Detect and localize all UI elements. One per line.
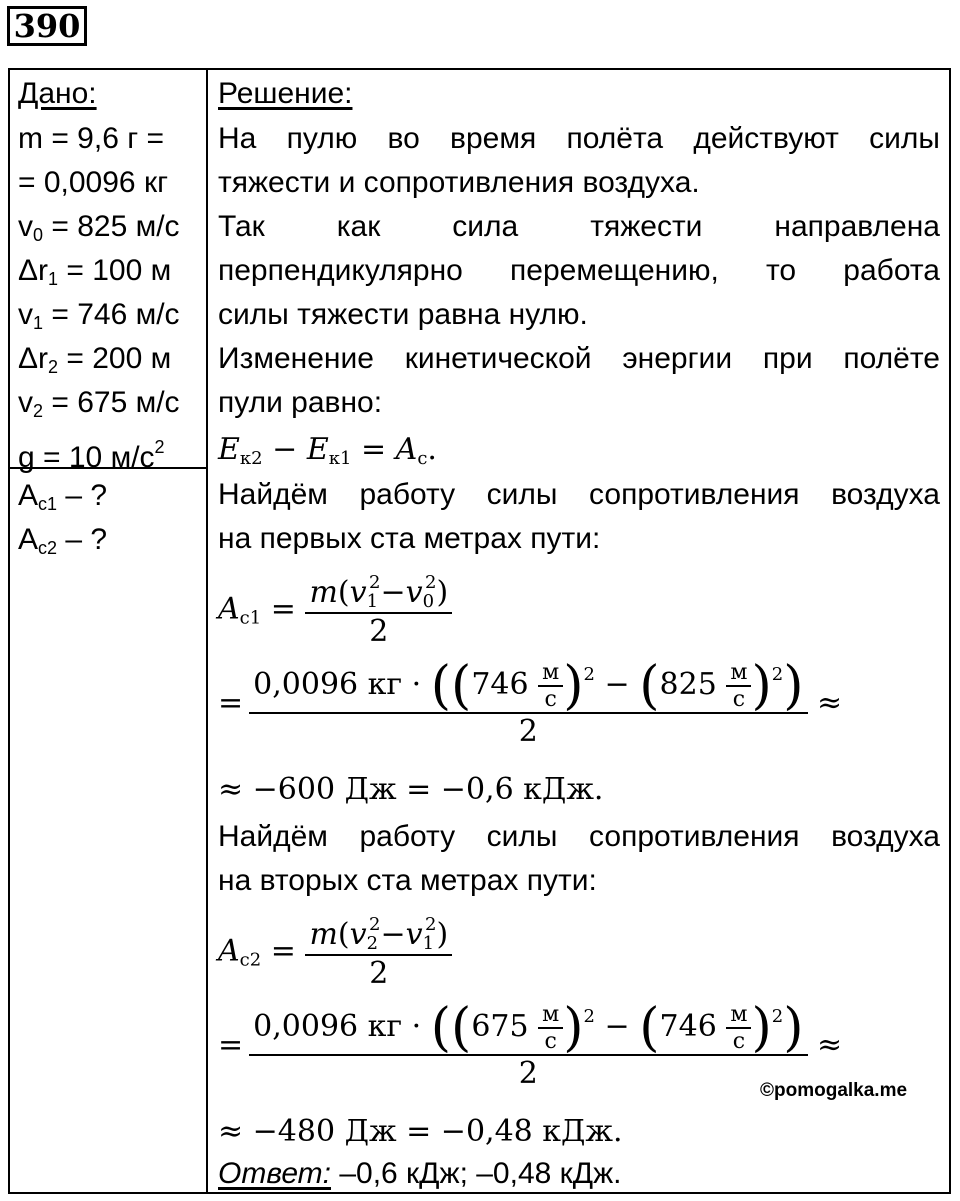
- work-calc-1: = 0,0096 кг · ((746 $\frac{м}{с}$ )$^2$ − (825 $\frac{м}{с}$ )$^2$) 2 ≈: [218, 656, 843, 749]
- word: воздуха: [831, 820, 940, 853]
- solution-header: Решение:: [218, 77, 353, 110]
- paragraph-2-line-2: [218, 253, 940, 289]
- energy-equation: $E_{к2} - E_{к1} = A_с$.: [218, 432, 437, 469]
- word: перпендикулярно: [218, 254, 463, 287]
- word: кинетической: [404, 342, 592, 375]
- word: время: [450, 122, 537, 155]
- find-ac2: $A_{c2}$ – ?: [18, 523, 108, 558]
- word: воздуха: [831, 478, 940, 511]
- word: тяжести: [590, 210, 703, 243]
- word: полёта: [566, 122, 664, 155]
- given-dr1: $\Delta r_1 = 100$ м: [18, 254, 172, 289]
- work-formula-1: $A_{с1}$ = $\frac{m(v_1^2-v_0^2)}{2}$: [218, 572, 452, 649]
- paragraph-5-line-1: [218, 819, 940, 855]
- paragraph-2-line-3: силы тяжести равна нулю.: [218, 298, 588, 331]
- word: пулю: [286, 122, 358, 155]
- paragraph-4-line-1: [218, 477, 940, 513]
- word: направлена: [774, 210, 940, 243]
- given-dr2: $\Delta r_2 = 200$ м: [18, 342, 172, 377]
- work-result-2: ≈ −480 Дж = −0,48 кДж.: [218, 1114, 623, 1149]
- work-result-1: ≈ −600 Дж = −0,6 кДж.: [218, 772, 604, 807]
- word: Так: [218, 210, 265, 243]
- work-formula-2: $A_{с2}$ = $\frac{m(v_2^2-v_1^2)}{2}$: [218, 914, 452, 991]
- answer-label: Ответ:: [218, 1157, 331, 1190]
- word: сопротивления: [589, 478, 800, 511]
- word: перемещению,: [510, 254, 719, 287]
- word: действуют: [693, 122, 839, 155]
- find-ac1: $A_{c1}$ – ?: [18, 479, 108, 514]
- given-g: g = 10 $м/с^2$: [18, 437, 165, 474]
- word: сила: [452, 210, 519, 243]
- paragraph-1-line-1: [218, 121, 940, 157]
- given-mass: m = 9,6 г =: [18, 122, 165, 155]
- word: силы: [486, 478, 558, 511]
- given-v1: $v_1 = 746$ м/с: [18, 298, 180, 333]
- paragraph-3-line-1: [218, 341, 940, 377]
- paragraph-1-line-2: тяжести и сопротивления воздуха.: [218, 166, 700, 199]
- paragraph-5-line-2: на вторых ста метрах пути:: [218, 864, 597, 897]
- given-header: Дано:: [18, 77, 97, 110]
- paragraph-4-line-2: на первых ста метрах пути:: [218, 522, 601, 555]
- paragraph-3-line-2: пули равно:: [218, 386, 383, 419]
- word: то: [766, 254, 797, 287]
- word: силы: [869, 122, 940, 155]
- column-divider: [206, 68, 208, 1194]
- work-calc-2: = 0,0096 кг · ((675 $\frac{м}{с}$ )$^2$ − (746 $\frac{м}{с}$ )$^2$) 2 ≈: [218, 998, 843, 1091]
- word: работа: [843, 254, 940, 287]
- word: работу: [359, 820, 456, 853]
- answer-line: [218, 1156, 622, 1192]
- given-v2: $v_2 = 675$ м/с: [18, 386, 180, 421]
- watermark: ©pomogalka.me: [760, 1080, 908, 1101]
- problem-number: 390: [7, 6, 87, 46]
- word: энергии: [622, 342, 733, 375]
- word: полёте: [843, 342, 940, 375]
- word: Изменение: [218, 342, 374, 375]
- answer-text: –0,6 кДж; –0,48 кДж.: [331, 1157, 622, 1190]
- word: при: [762, 342, 813, 375]
- word: Найдём: [218, 478, 328, 511]
- word: силы: [486, 820, 558, 853]
- word: Найдём: [218, 820, 328, 853]
- word: работу: [359, 478, 456, 511]
- word: сопротивления: [589, 820, 800, 853]
- given-v0: $v_0 = 825$ м/с: [18, 210, 180, 245]
- given-mass-kg: = 0,0096 кг: [18, 166, 169, 199]
- paragraph-2-line-1: [218, 209, 940, 245]
- word: На: [218, 122, 257, 155]
- word: во: [387, 122, 420, 155]
- word: как: [336, 210, 381, 243]
